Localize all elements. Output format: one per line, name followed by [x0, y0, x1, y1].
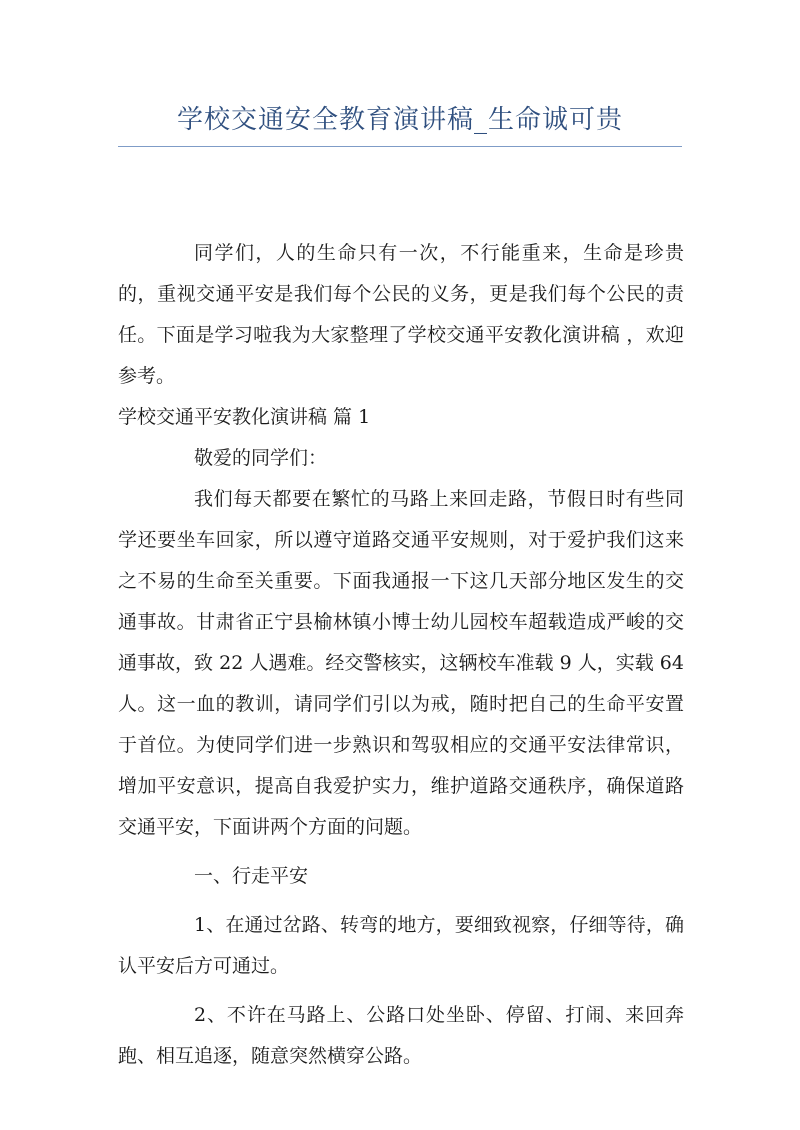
title-underline: [118, 146, 682, 147]
document-title: 学校交通安全教育演讲稿_生命诚可贵: [176, 105, 623, 135]
paragraph-item-2: 2、不许在马路上、公路口处坐卧、停留、打闹、来回奔跑、相互追逐，随意突然横穿公路。: [118, 1004, 684, 1067]
spacer: [118, 987, 684, 995]
paragraph-intro: 同学们，人的生命只有一次，不行能重来，生命是珍贵的，重视交通平安是我们每个公民的义务，更是我们每个公民的责任。下面是学习啦我为大家整理了学校交通平安教化演讲稿 ，欢迎参考。: [118, 242, 684, 387]
paragraph-section-heading: 学校交通平安教化演讲稿 篇 1: [118, 406, 371, 428]
paragraph-subheading-walking-safety: 一、行走平安: [194, 865, 309, 887]
spacer: [118, 897, 684, 905]
paragraph-item-1: 1、在通过岔路、转弯的地方，要细致视察，仔细等待，确认平安后方可通过。: [118, 914, 684, 977]
document-body: [118, 233, 684, 1077]
paragraph-salutation: 敬爱的同学们：: [194, 447, 328, 469]
paragraph-main: 我们每天都要在繁忙的马路上来回走路，节假日时有些同学还要坐车回家，所以遵守道路交通平安规则，对于爱护我们这来之不易的生命至关重要。下面我通报一下这几天部分地区发生的交通事故。甘肃省正宁县榆林镇小博士幼儿园校车超载造成严峻的交通事故，致 22 人遇难。经交警核实，这辆校车准载 9 人，实载 64 人。这一血的教训，请同学们引以为戒，随时把自己的生命平安置于首位。为使同学们进一步熟识和驾驭相应的交通平安法律常识，增加平安意识，提高自我爱护实力，维护道路交通秩序，确保道路交通平安，下面讲两个方面的问题。: [118, 488, 684, 838]
spacer: [118, 848, 684, 856]
